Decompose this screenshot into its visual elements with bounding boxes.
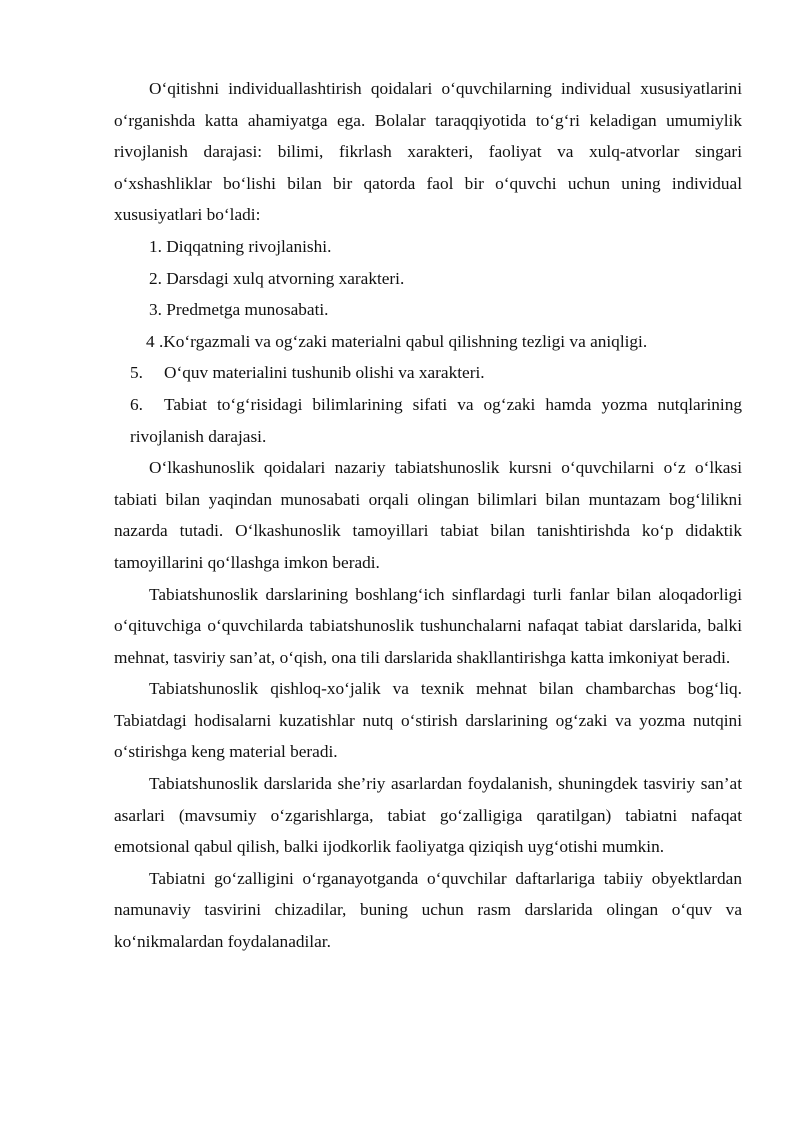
list-item: 2. Darsdagi xulq atvorning xarakteri. xyxy=(149,268,405,288)
list-item xyxy=(114,357,742,389)
list-item: 1. Diqqatning rivojlanishi. xyxy=(149,236,332,256)
paragraph: O‘qitishni individuallashtirish qoidalari o‘quvchilarning individual xususiyatlarini o‘rganishda katta ahamiyatga ega. Bolalar taraqqiyotida to‘g‘ri keladigan umumiylik rivojlanish darajasi: bilimi, fikrlash xarakteri, faoliyat va xulq-atvorlar singari o‘xshashliklar bo‘lishi bilan bir qatorda faol bir o‘quvchi uchun uning individual xususiyatlari bo‘ladi: xyxy=(114,79,742,225)
list-item xyxy=(114,389,742,452)
numbered-list xyxy=(114,231,742,357)
paragraph: Tabiatni go‘zalligini o‘rganayotganda o‘quvchilar daftarlariga tabiiy obyektlardan namunaviy tasvirini chizadilar, buning uchun rasm darslarida olingan o‘quv va ko‘nikmalardan foydalanadilar. xyxy=(114,868,742,952)
paragraph: O‘lkashunoslik qoidalari nazariy tabiatshunoslik kursni o‘quvchilarni o‘z o‘lkasi tabiati bilan yaqindan munosabati orqali olingan bilimlari bilan muntazam bog‘lilikni nazarda tutadi. O‘lkashunoslik tamoyillari tabiat bilan tanishtirishda ko‘p didaktik tamoyillarini qo‘llashga imkon beradi. xyxy=(114,458,742,572)
paragraph: Tabiatshunoslik darslarida she’riy asarlardan foydalanish, shuningdek tasviriy san’at asarlari (mavsumiy o‘zgarishlarga, tabiat go‘zalligiga qaratilgan) tabiatni nafaqat emotsional qabul qilish, balki ijodkorlik faoliyatga qiziqish uyg‘otishi mumkin. xyxy=(114,774,742,857)
paragraph: Tabiatshunoslik darslarining boshlang‘ich sinflardagi turli fanlar bilan aloqadorligi o‘qituvchiga o‘quvchilarda tabiatshunoslik tushunchalarni nafaqat tabiat darslarida, balki mehnat, tasviriy san’at, o‘qish, ona tili darslarida shakllantirishga katta imkoniyat beradi. xyxy=(114,584,742,667)
list-item-text: O‘quv materialini tushunib olishi va xarakteri. xyxy=(164,363,485,383)
list-item-text: Tabiat to‘g‘risidagi bilimlarining sifati va og‘zaki hamda yozma nutqlarining rivojlanish darajasi. xyxy=(130,394,742,446)
document-page xyxy=(114,73,742,958)
list-item: 4 .Ko‘rgazmali va og‘zaki materialni qabul qilishning tezligi va aniqligi. xyxy=(146,331,648,351)
list-item-number: 6. xyxy=(130,394,143,414)
list-item: 3. Predmetga munosabati. xyxy=(149,300,329,320)
paragraph: Tabiatshunoslik qishloq-xo‘jalik va texnik mehnat bilan chambarchas bog‘liq. Tabiatdagi hodisalarni kuzatishlar nutq o‘stirish darslarining og‘zaki va yozma nutqini o‘stirishga keng material beradi. xyxy=(114,679,742,762)
list-item-number: 5. xyxy=(130,363,143,383)
numbered-list-continued xyxy=(114,357,742,452)
